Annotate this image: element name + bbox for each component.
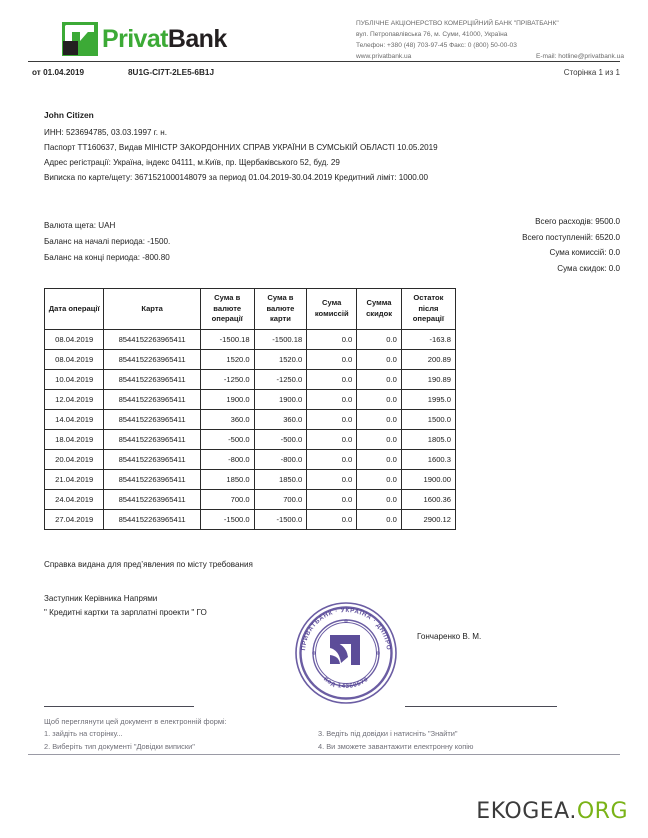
cell-card: 8544152263965411 <box>104 449 200 469</box>
logo-dark-square <box>63 41 78 55</box>
cell-card: 8544152263965411 <box>104 369 200 389</box>
ekogea-watermark <box>476 799 628 824</box>
cell-balance: 200.89 <box>401 349 455 369</box>
summary-total-commission: Сума комиссій: 0.0 <box>549 248 620 257</box>
table-row <box>45 469 456 489</box>
cell-amount-card: 360.0 <box>254 409 307 429</box>
instruction-step-3: 3. Ведіть під довідки і натисніть "Знайти" <box>318 729 458 738</box>
bank-legal-name: ПУБЛІЧНЕ АКЦІОНЕРСТВО КОМЕРЦІЙНИЙ БАНК "ПРІВАТБАНК" <box>356 20 559 27</box>
cell-date: 08.04.2019 <box>45 329 104 349</box>
cell-balance: 1600.36 <box>401 489 455 509</box>
cell-amount-card: -800.0 <box>254 449 307 469</box>
table-header <box>45 289 456 330</box>
cell-date: 21.04.2019 <box>45 469 104 489</box>
signer-name: Гончаренко В. М. <box>417 632 482 641</box>
summary-opening-balance: Баланс на началі периода: -1500. <box>44 237 171 246</box>
column-header-balance: Остаток після операції <box>401 289 455 330</box>
logo-word-privat: Privat <box>102 24 168 53</box>
cell-commission: 0.0 <box>307 409 357 429</box>
cell-date: 12.04.2019 <box>45 389 104 409</box>
cell-discount: 0.0 <box>357 349 402 369</box>
cell-commission: 0.0 <box>307 469 357 489</box>
instructions-box <box>28 712 620 755</box>
cell-amount-card: -1250.0 <box>254 369 307 389</box>
cell-discount: 0.0 <box>357 389 402 409</box>
cell-amount-card: 1900.0 <box>254 389 307 409</box>
cell-balance: 1995.0 <box>401 389 455 409</box>
cell-commission: 0.0 <box>307 449 357 469</box>
cell-date: 08.04.2019 <box>45 349 104 369</box>
cell-amount-card: -500.0 <box>254 429 307 449</box>
cell-amount-operation: -1250.0 <box>200 369 254 389</box>
cell-date: 20.04.2019 <box>45 449 104 469</box>
cell-amount-card: -1500.18 <box>254 329 307 349</box>
cell-commission: 0.0 <box>307 329 357 349</box>
bank-address: вул. Петропавлівська 76, м. Суми, 41000, Україна <box>356 31 508 38</box>
cell-card: 8544152263965411 <box>104 389 200 409</box>
cell-card: 8544152263965411 <box>104 429 200 449</box>
instruction-step-2: 2. Виберіть тип документі "Довідки виписки" <box>44 741 195 751</box>
cell-discount: 0.0 <box>357 409 402 429</box>
bank-contact-block <box>356 18 624 62</box>
transactions-table <box>44 288 456 530</box>
summary-totals <box>522 214 620 276</box>
cell-amount-operation: 1520.0 <box>200 349 254 369</box>
summary-total-expenses: Всего расходів: 9500.0 <box>535 217 620 226</box>
cell-date: 24.04.2019 <box>45 489 104 509</box>
signature-line-right <box>405 706 557 707</box>
issued-note: Справка видана для пред’явления по місту требования <box>44 560 253 569</box>
instructions-title: Щоб переглянути цей документ в електронній формі: <box>44 717 227 726</box>
summary-currency: Валюта щета: UAH <box>44 221 116 230</box>
cell-discount: 0.0 <box>357 369 402 389</box>
column-header-commission: Сума комиссій <box>307 289 357 330</box>
signatory-department: " Кредитні картки та зарплатні проекти " ГО <box>44 608 207 617</box>
cell-card: 8544152263965411 <box>104 409 200 429</box>
cell-amount-operation: -500.0 <box>200 429 254 449</box>
cell-amount-card: 1850.0 <box>254 469 307 489</box>
cell-balance: 190.89 <box>401 369 455 389</box>
cell-balance: 1500.0 <box>401 409 455 429</box>
signatory-block <box>44 592 207 620</box>
client-statement-period: Виписка по карте/щету: 3671521000148079 за период 01.04.2019-30.04.2019 Кредитний ліміт: 1000.00 <box>44 173 429 182</box>
cell-date: 27.04.2019 <box>45 509 104 529</box>
cell-card: 8544152263965411 <box>104 489 200 509</box>
bank-phone: Телефон: +380 (48) 703-97-45 Факс: 0 (800) 50-00-03 <box>356 42 517 49</box>
cell-date: 14.04.2019 <box>45 409 104 429</box>
cell-commission: 0.0 <box>307 429 357 449</box>
cell-amount-operation: 700.0 <box>200 489 254 509</box>
signatory-title: Заступник Керівника Напрями <box>44 594 158 603</box>
cell-balance: 1805.0 <box>401 429 455 449</box>
table-row <box>45 509 456 529</box>
bank-email: E-mail: hotline@privatbank.ua <box>535 53 624 60</box>
cell-commission: 0.0 <box>307 389 357 409</box>
table-row <box>45 449 456 469</box>
cell-amount-card: 1520.0 <box>254 349 307 369</box>
svg-text:Код 14360570: Код 14360570 <box>322 675 370 691</box>
document-date: от 01.04.2019 <box>32 68 85 77</box>
cell-card: 8544152263965411 <box>104 329 200 349</box>
cell-card: 8544152263965411 <box>104 509 200 529</box>
cell-amount-operation: 360.0 <box>200 409 254 429</box>
table-row <box>45 409 456 429</box>
cell-discount: 0.0 <box>357 449 402 469</box>
bank-round-stamp-icon <box>294 601 398 705</box>
cell-date: 10.04.2019 <box>45 369 104 389</box>
summary-closing-balance: Баланс на концi периода: -800.80 <box>44 253 170 262</box>
cell-amount-operation: -1500.18 <box>200 329 254 349</box>
cell-discount: 0.0 <box>357 469 402 489</box>
instruction-step-1: 1. зайдіть на сторінку... <box>44 729 123 738</box>
cell-discount: 0.0 <box>357 489 402 509</box>
watermark-text-green: ORG <box>576 799 628 824</box>
table-header-row <box>45 289 456 330</box>
summary-total-income: Всего поступленій: 6520.0 <box>522 232 620 242</box>
cell-amount-operation: 1900.0 <box>200 389 254 409</box>
column-header-date: Дата операції <box>45 289 104 330</box>
cell-balance: 1600.3 <box>401 449 455 469</box>
cell-discount: 0.0 <box>357 429 402 449</box>
cell-amount-operation: -800.0 <box>200 449 254 469</box>
cell-date: 18.04.2019 <box>45 429 104 449</box>
cell-commission: 0.0 <box>307 489 357 509</box>
client-name: John Citizen <box>44 110 94 120</box>
document-header <box>0 0 648 62</box>
cell-balance: -163.8 <box>401 329 455 349</box>
table-row <box>45 489 456 509</box>
table-row <box>45 389 456 409</box>
cell-amount-card: 700.0 <box>254 489 307 509</box>
client-inn: ИНН: 523694785, 03.03.1997 г. н. <box>44 128 167 137</box>
cell-amount-operation: 1850.0 <box>200 469 254 489</box>
bank-website: www.privatbank.ua <box>356 53 412 60</box>
column-header-card: Карта <box>104 289 200 330</box>
table-row <box>45 329 456 349</box>
cell-card: 8544152263965411 <box>104 349 200 369</box>
column-header-discount: Сумма скидок <box>357 289 402 330</box>
client-passport: Паспорт ТТ160637, Видав МІНІСТР ЗАКОРДОННИХ СПРАВ УКРАЇНИ В СУМСЬКІЙ ОБЛАСТІ 10.05.2019 <box>44 143 438 152</box>
cell-card: 8544152263965411 <box>104 469 200 489</box>
document-meta-row <box>28 64 620 84</box>
logo-word-bank: Bank <box>167 24 227 53</box>
svg-text:ПРИВАТБАНК · УКРАЇНА · ДНІПРО: ПРИВАТБАНК · УКРАЇНА · ДНІПРО <box>300 606 392 651</box>
cell-commission: 0.0 <box>307 369 357 389</box>
instructions-right-column <box>318 728 473 753</box>
client-address: Адрес регістрації: Україна, індекс 04111, м.Київ, пр. Щербаківського 52, буд. 29 <box>44 158 340 167</box>
privatbank-logo-icon <box>62 22 98 56</box>
client-details-block <box>44 108 614 185</box>
column-header-amount-card: Сума в валюте карти <box>254 289 307 330</box>
cell-commission: 0.0 <box>307 509 357 529</box>
logo-wordmark <box>102 24 227 53</box>
cell-discount: 0.0 <box>357 509 402 529</box>
column-header-amount-op: Сума в валюте операції <box>200 289 254 330</box>
cell-amount-card: -1500.0 <box>254 509 307 529</box>
header-divider <box>28 61 620 62</box>
page-indicator: Сторінка 1 из 1 <box>563 68 620 77</box>
cell-commission: 0.0 <box>307 349 357 369</box>
cell-discount: 0.0 <box>357 329 402 349</box>
instruction-step-4: 4. Ви зможете завантажити електронну копію <box>318 741 474 751</box>
summary-balances <box>44 218 170 266</box>
signature-line-left <box>44 706 194 707</box>
instructions-left-column <box>44 728 195 753</box>
table-row <box>45 369 456 389</box>
cell-balance: 2900.12 <box>401 509 455 529</box>
summary-total-discount: Сума скидок: 0.0 <box>557 263 620 273</box>
table-row <box>45 349 456 369</box>
cell-amount-operation: -1500.0 <box>200 509 254 529</box>
document-code: 8U1G-CI7T-2LE5-6B1J <box>128 68 215 77</box>
watermark-text-dark: EKOGEA. <box>476 799 577 824</box>
table-row <box>45 429 456 449</box>
cell-balance: 1900.00 <box>401 469 455 489</box>
privatbank-logo <box>62 22 227 56</box>
table-body <box>45 329 456 529</box>
